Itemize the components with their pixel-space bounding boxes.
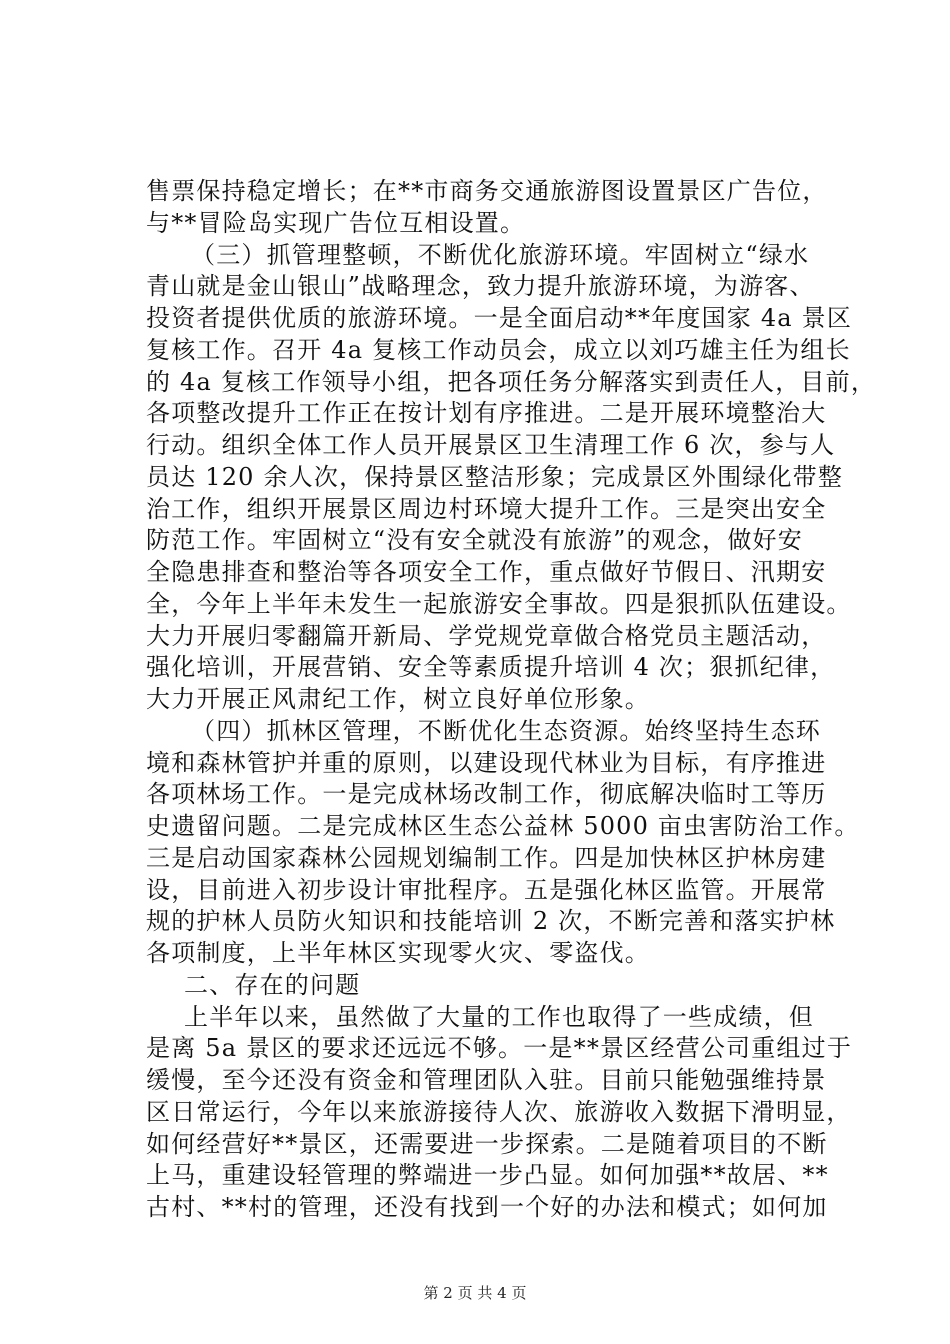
text-line: 与**冒险岛实现广告位互相设置。 — [146, 208, 526, 237]
text-line: 设，目前进入初步设计审批程序。五是强化林区监管。开展常 — [146, 875, 827, 904]
text-line: 复核工作。召开 4a 复核工作动员会，成立以刘巧雄主任为组长 — [146, 335, 851, 364]
text-line: 各项制度，上半年林区实现零火灾、零盗伐。 — [146, 939, 650, 967]
text-line: 员达 120 余人次，保持景区整洁形象；完成景区外围绿化带整 — [146, 462, 844, 491]
text-line: 全隐患排查和整治等各项安全工作，重点做好节假日、汛期安 — [146, 558, 827, 586]
text-line: 的 4a 复核工作领导小组，把各项任务分解落实到责任人，目前， — [146, 367, 877, 396]
text-line: 规的护林人员防火知识和技能培训 2 次，不断完善和落实护林 — [146, 907, 836, 936]
text-line: 售票保持稳定增长；在**市商务交通旅游图设置景区广告位， — [146, 177, 828, 205]
text-line: 上半年以来，虽然做了大量的工作也取得了一些成绩，但 — [184, 1002, 814, 1031]
text-line: 是离 5a 景区的要求还远远不够。一是**景区经营公司重组过于 — [146, 1034, 853, 1063]
text-line: 各项林场工作。一是完成林场改制工作，彻底解决临时工等历 — [146, 780, 827, 809]
text-line: 防范工作。牢固树立“没有安全就没有旅游”的观念，做好安 — [146, 526, 803, 555]
text-line: 史遗留问题。二是完成林区生态公益林 5000 亩虫害防治工作。 — [146, 812, 860, 840]
text-line: 青山就是金山银山”战略理念，致力提升旅游环境，为游客、 — [146, 272, 815, 301]
text-line: 如何经营好**景区，还需要进一步探索。二是随着项目的不断 — [146, 1129, 828, 1158]
text-line: 投资者提供优质的旅游环境。一是全面启动**年度国家 4a 景区 — [146, 304, 853, 332]
text-line: 缓慢，至今还没有资金和管理团队入驻。目前只能勉强维持景 — [146, 1066, 827, 1094]
section-heading: 二、存在的问题 — [184, 970, 361, 999]
text-line: 大力开展正风肃纪工作，树立良好单位形象。 — [146, 685, 650, 713]
document-body — [146, 176, 877, 1224]
text-line: 大力开展归零翻篇开新局、学党规党章做合格党员主题活动， — [146, 621, 827, 650]
text-line: 强化培训，开展营销、安全等素质提升培训 4 次；狠抓纪律， — [146, 653, 836, 682]
text-line: 三是启动国家森林公园规划编制工作。四是加快林区护林房建 — [146, 843, 827, 872]
page-number-footer: 第 2 页 共 4 页 — [423, 1284, 527, 1302]
text-line: 区日常运行，今年以来旅游接待人次、旅游收入数据下滑明显， — [146, 1097, 852, 1126]
section-heading-line: （三）抓管理整顿，不断优化旅游环境。牢固树立“绿水 — [191, 240, 810, 269]
text-line: 全，今年上半年未发生一起旅游安全事故。四是狠抓队伍建设。 — [146, 589, 852, 618]
text-line: 治工作，组织开展景区周边村环境大提升工作。三是突出安全 — [146, 494, 827, 523]
text-line: 古村、**村的管理，还没有找到一个好的办法和模式；如何加 — [146, 1193, 828, 1221]
section-heading-line: （四）抓林区管理，不断优化生态资源。始终坚持生态环 — [191, 716, 821, 745]
text-line: 行动。组织全体工作人员开展景区卫生清理工作 6 次，参与人 — [146, 431, 836, 459]
text-line: 上马，重建设轻管理的弊端进一步凸显。如何加强**故居、** — [146, 1161, 829, 1190]
text-line: 各项整改提升工作正在按计划有序推进。二是开展环境整治大 — [146, 399, 827, 428]
text-line: 境和森林管护并重的原则，以建设现代林业为目标，有序推进 — [146, 748, 827, 777]
